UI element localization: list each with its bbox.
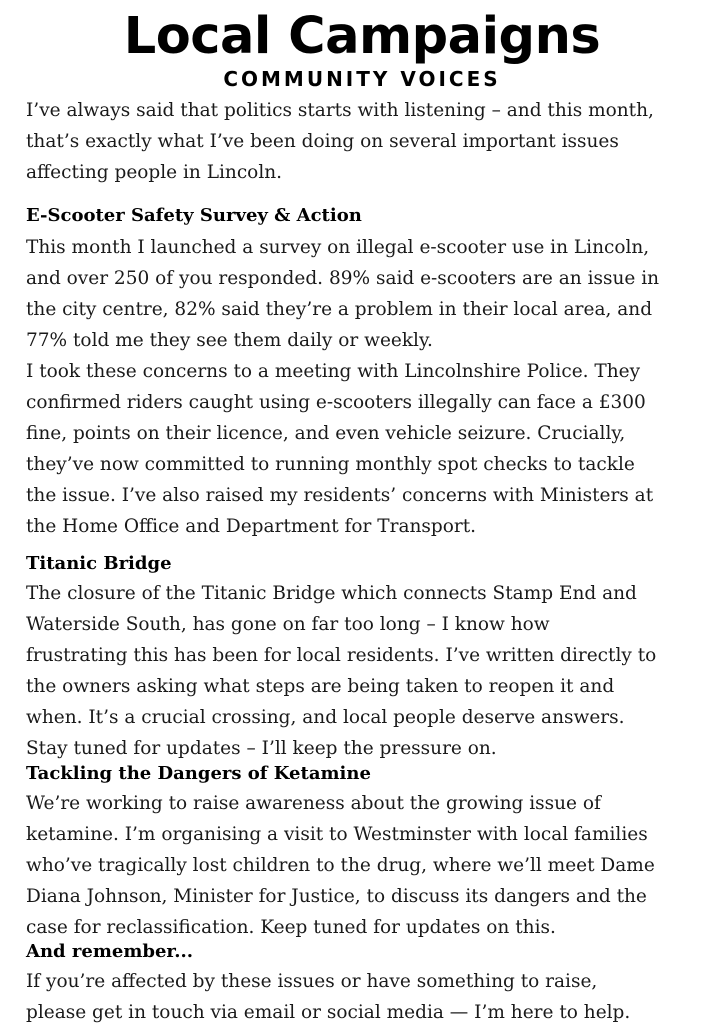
body-line: I took these concerns to a meeting with Lincolnshire Police. They bbox=[26, 361, 641, 382]
section-heading-e-scooter: E-Scooter Safety Survey & Action bbox=[26, 205, 362, 226]
section-body-and-remember bbox=[26, 966, 716, 1028]
section-heading-titanic-bridge: Titanic Bridge bbox=[26, 553, 172, 574]
body-line: confirmed riders caught using e-scooters illegally can face a £300 bbox=[26, 392, 646, 413]
section-heading-ketamine: Tackling the Dangers of Ketamine bbox=[26, 763, 371, 784]
body-line: the issue. I’ve also raised my residents’ concerns with Ministers at bbox=[26, 485, 654, 506]
intro-line: affecting people in Lincoln. bbox=[26, 162, 283, 183]
body-line: Diana Johnson, Minister for Justice, to discuss its dangers and the bbox=[26, 886, 647, 907]
intro-line: that’s exactly what I’ve been doing on several important issues bbox=[26, 131, 619, 152]
body-line: If you’re affected by these issues or have something to raise, bbox=[26, 971, 598, 992]
body-line: the Home Office and Department for Transport. bbox=[26, 516, 477, 537]
body-line: The closure of the Titanic Bridge which connects Stamp End and bbox=[26, 583, 637, 604]
body-line: 77% told me they see them daily or weekly. bbox=[26, 330, 433, 351]
section-body-ketamine bbox=[26, 788, 716, 943]
intro-paragraph bbox=[26, 95, 716, 188]
body-line: Stay tuned for updates – I’ll keep the pressure on. bbox=[26, 738, 497, 759]
page-title: Local Campaigns bbox=[123, 7, 601, 66]
section-body-e-scooter bbox=[26, 232, 716, 542]
body-line: fine, points on their licence, and even vehicle seizure. Crucially, bbox=[26, 423, 626, 444]
body-line: the city centre, 82% said they’re a problem in their local area, and bbox=[26, 299, 653, 320]
body-line: Waterside South, has gone on far too long – I know how bbox=[26, 614, 550, 635]
body-line: frustrating this has been for local residents. I’ve written directly to bbox=[26, 645, 657, 666]
intro-line: I’ve always said that politics starts with listening – and this month, bbox=[26, 100, 654, 121]
body-line: This month I launched a survey on illegal e-scooter use in Lincoln, bbox=[26, 237, 650, 258]
body-line: the owners asking what steps are being taken to reopen it and bbox=[26, 676, 615, 697]
body-line: We’re working to raise awareness about the growing issue of bbox=[26, 793, 601, 814]
body-line: when. It’s a crucial crossing, and local people deserve answers. bbox=[26, 707, 625, 728]
body-line: they’ve now committed to running monthly spot checks to tackle bbox=[26, 454, 635, 475]
body-line: case for reclassification. Keep tuned for updates on this. bbox=[26, 917, 556, 938]
body-line: and over 250 of you responded. 89% said e-scooters are an issue in bbox=[26, 268, 660, 289]
body-line: please get in touch via email or social media — I’m here to help. bbox=[26, 1002, 631, 1023]
body-line: who’ve tragically lost children to the drug, where we’ll meet Dame bbox=[26, 855, 655, 876]
body-line: ketamine. I’m organising a visit to Westminster with local families bbox=[26, 824, 648, 845]
section-body-titanic-bridge bbox=[26, 578, 716, 764]
page-subtitle: COMMUNITY VOICES bbox=[223, 67, 501, 91]
section-heading-and-remember: And remember... bbox=[26, 941, 194, 962]
